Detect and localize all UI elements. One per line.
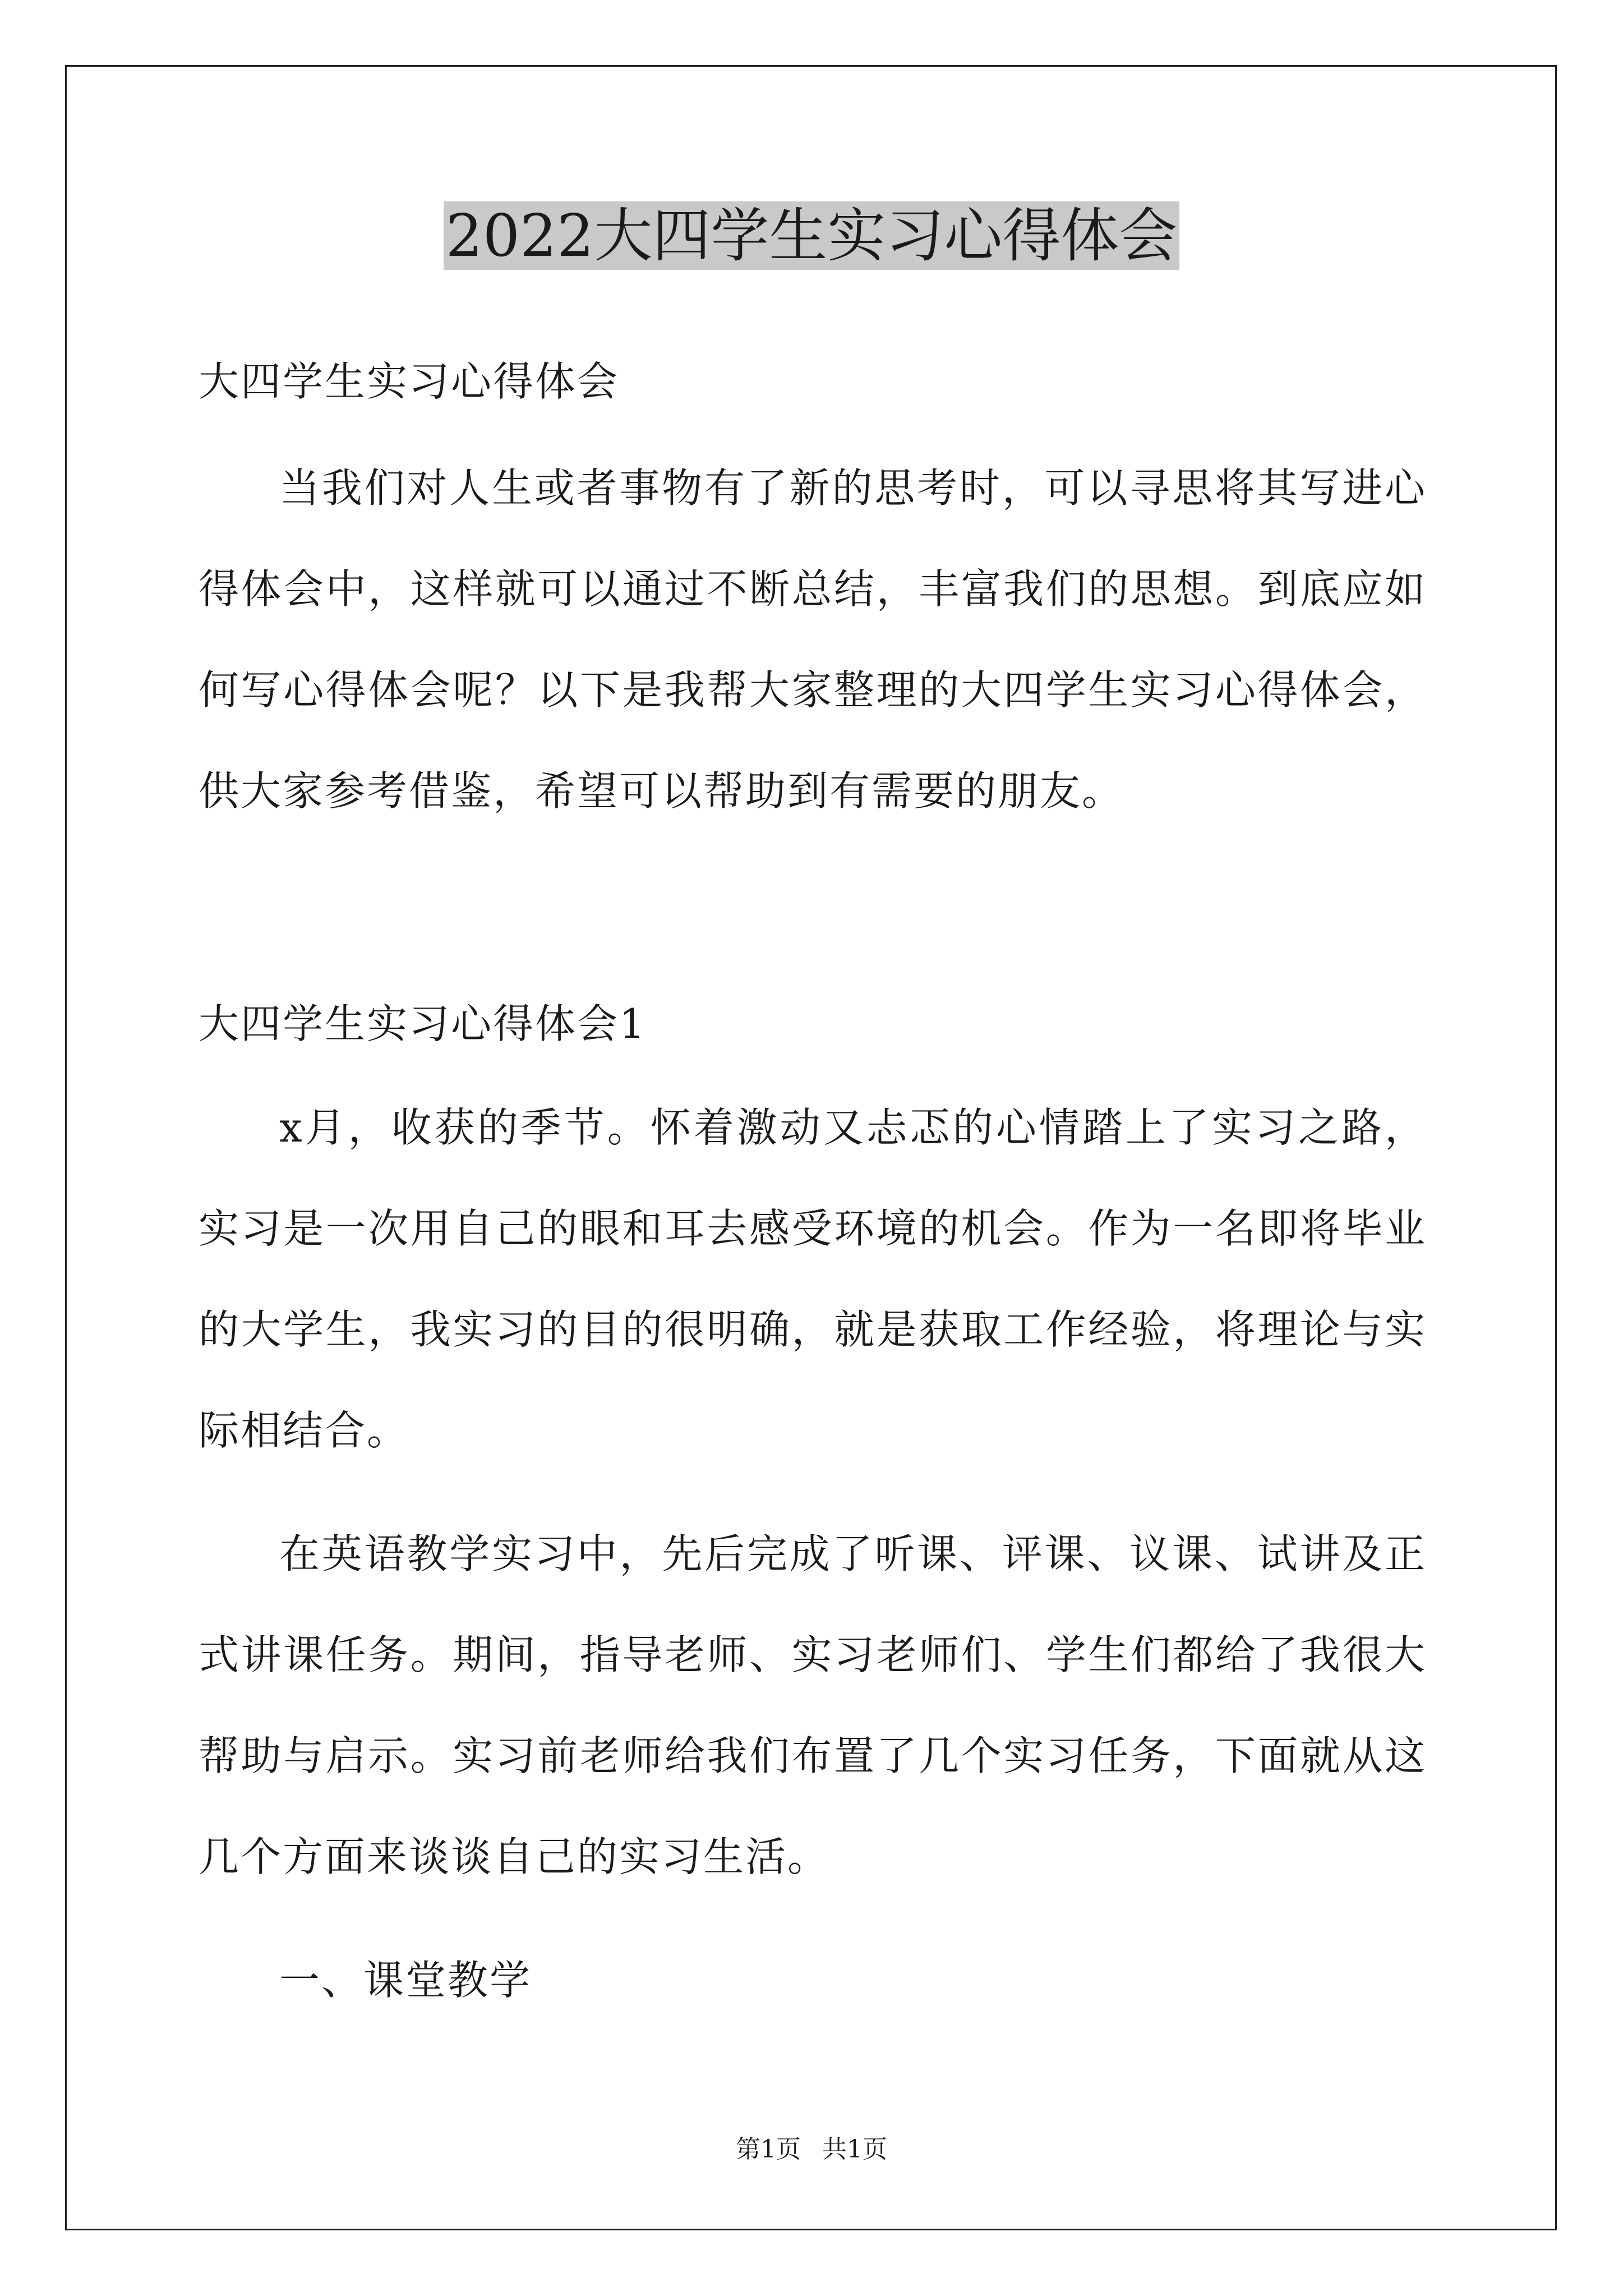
document-subtitle: 大四学生实习心得体会 bbox=[199, 358, 620, 405]
body-paragraph-2: 在英语教学实习中，先后完成了听课、评课、议课、试讲及正式讲课任务。期间，指导老师、实习老师们、学生们都给了我很大帮助与启示。实习前老师给我们布置了几个实习任务，下面就从这几个方面来谈谈自己的实习生活。 bbox=[199, 1530, 1427, 1880]
section-heading: 大四学生实习心得体会1 bbox=[199, 1000, 647, 1047]
page-number-footer: 第1页 共1页 bbox=[736, 2135, 887, 2164]
document-title bbox=[0, 199, 1623, 272]
intro-paragraph: 当我们对人生或者事物有了新的思考时，可以寻思将其写进心得体会中，这样就可以通过不断总结，丰富我们的思想。到底应如何写心得体会呢？以下是我帮大家整理的大四学生实习心得体会，供大家参考借鉴，希望可以帮助到有需要的朋友。 bbox=[199, 464, 1427, 815]
body-paragraph-3: 一、课堂教学 bbox=[279, 1957, 532, 2004]
body-paragraph-1: x月，收获的季节。怀着激动又忐忑的心情踏上了实习之路，实习是一次用自己的眼和耳去感受环境的机会。作为一名即将毕业的大学生，我实习的目的很明确，就是获取工作经验，将理论与实际相结合。 bbox=[199, 1104, 1427, 1454]
document-title-text: 2022大四学生实习心得体会 bbox=[444, 201, 1180, 270]
